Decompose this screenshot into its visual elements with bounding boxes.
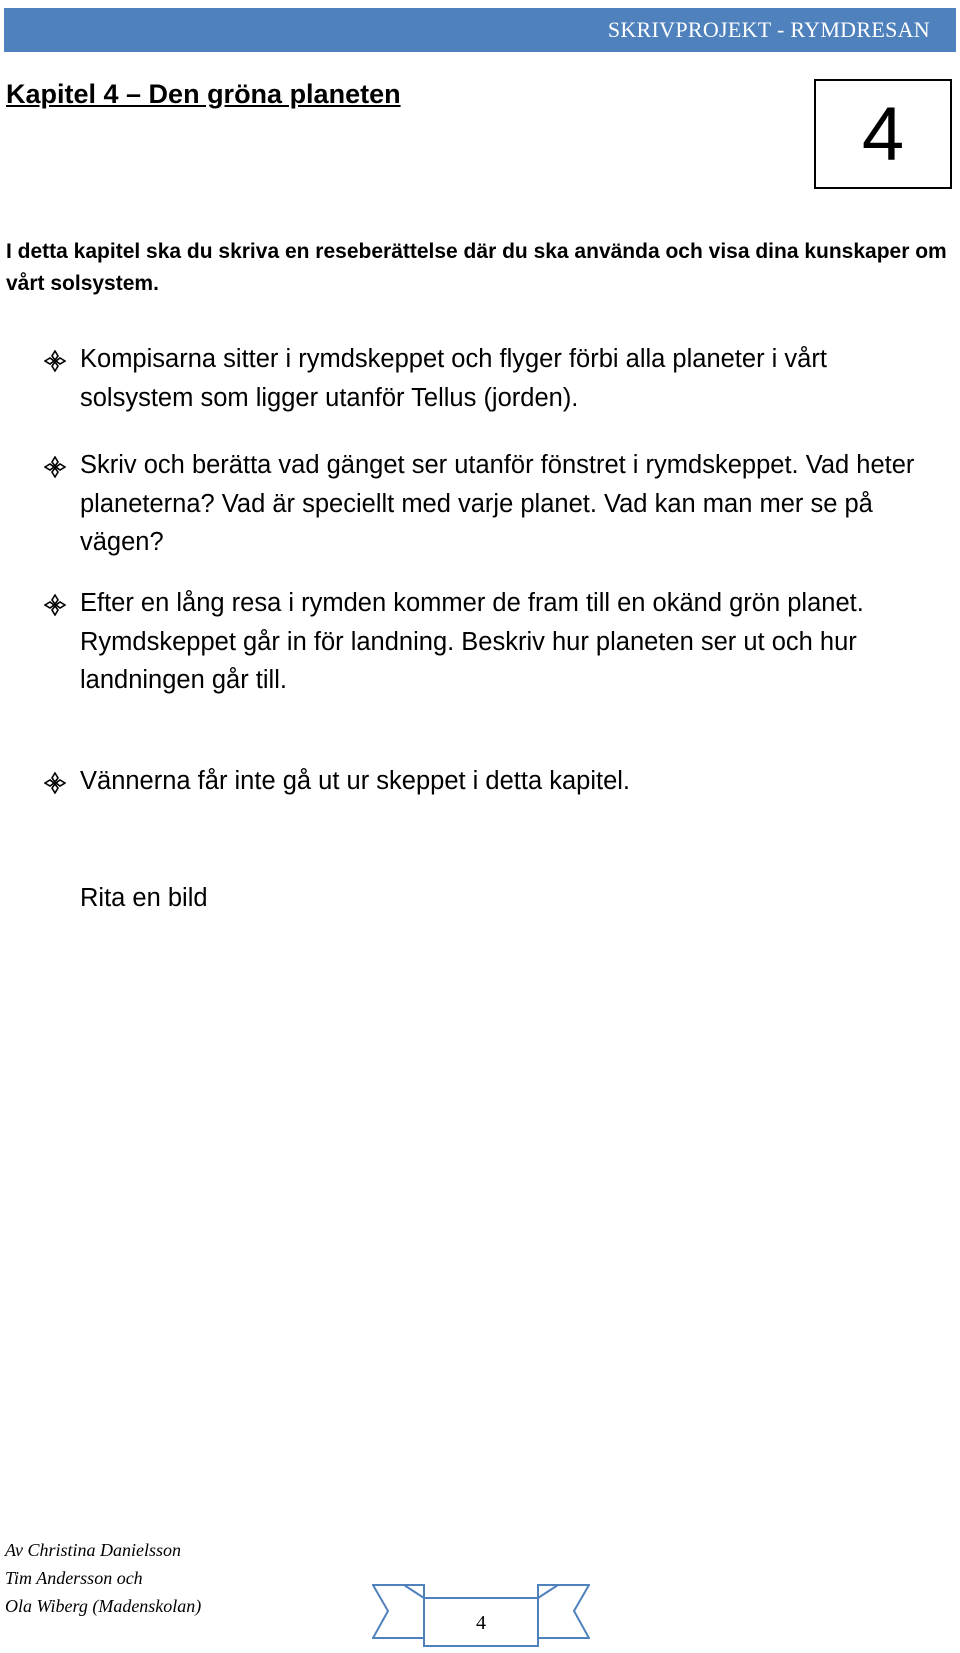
author-line: Av Christina Danielsson <box>5 1540 182 1560</box>
diamond-bullet-icon <box>44 594 66 616</box>
diamond-bullet-icon <box>44 350 66 372</box>
header-title: SKRIVPROJEKT - RYMDRESAN <box>607 17 930 42</box>
author-line: Tim Andersson och <box>5 1568 143 1588</box>
bullet-item <box>44 762 944 801</box>
diamond-bullet-icon <box>44 772 66 794</box>
page-number: 4 <box>476 1612 486 1634</box>
author-line: Ola Wiberg (Madenskolan) <box>5 1596 202 1616</box>
bullet-item <box>44 584 944 700</box>
chapter-title: Kapitel 4 – Den gröna planeten <box>6 79 401 109</box>
bullet-item <box>44 446 944 562</box>
bullet-text: Vännerna får inte gå ut ur skeppet i detta kapitel. <box>80 767 631 795</box>
bullet-text: Kompisarna sitter i rymdskeppet och flyger förbi alla planeter i vårt solsystem som ligger utanför Tellus (jorden). <box>80 345 827 412</box>
header-bar <box>4 8 956 52</box>
bullet-item <box>44 340 944 417</box>
intro-text: I detta kapitel ska du skriva en reseberättelse där du ska använda och visa dina kunskaper om vårt solsystem. <box>6 240 947 295</box>
diamond-bullet-icon <box>44 456 66 478</box>
drawing-prompt: Rita en bild <box>80 884 208 912</box>
authors-block <box>5 1536 201 1620</box>
bullet-text: Skriv och berätta vad gänget ser utanför fönstret i rymdskeppet. Vad heter planeterna? Vad är speciellt med varje planet. Vad kan man mer se på vägen? <box>80 451 915 556</box>
chapter-number-box: 4 <box>814 79 952 189</box>
bullet-text: Efter en lång resa i rymden kommer de fram till en okänd grön planet. Rymdskeppet går in för landning. Beskriv hur planeten ser ut och hur landningen går till. <box>80 589 864 694</box>
